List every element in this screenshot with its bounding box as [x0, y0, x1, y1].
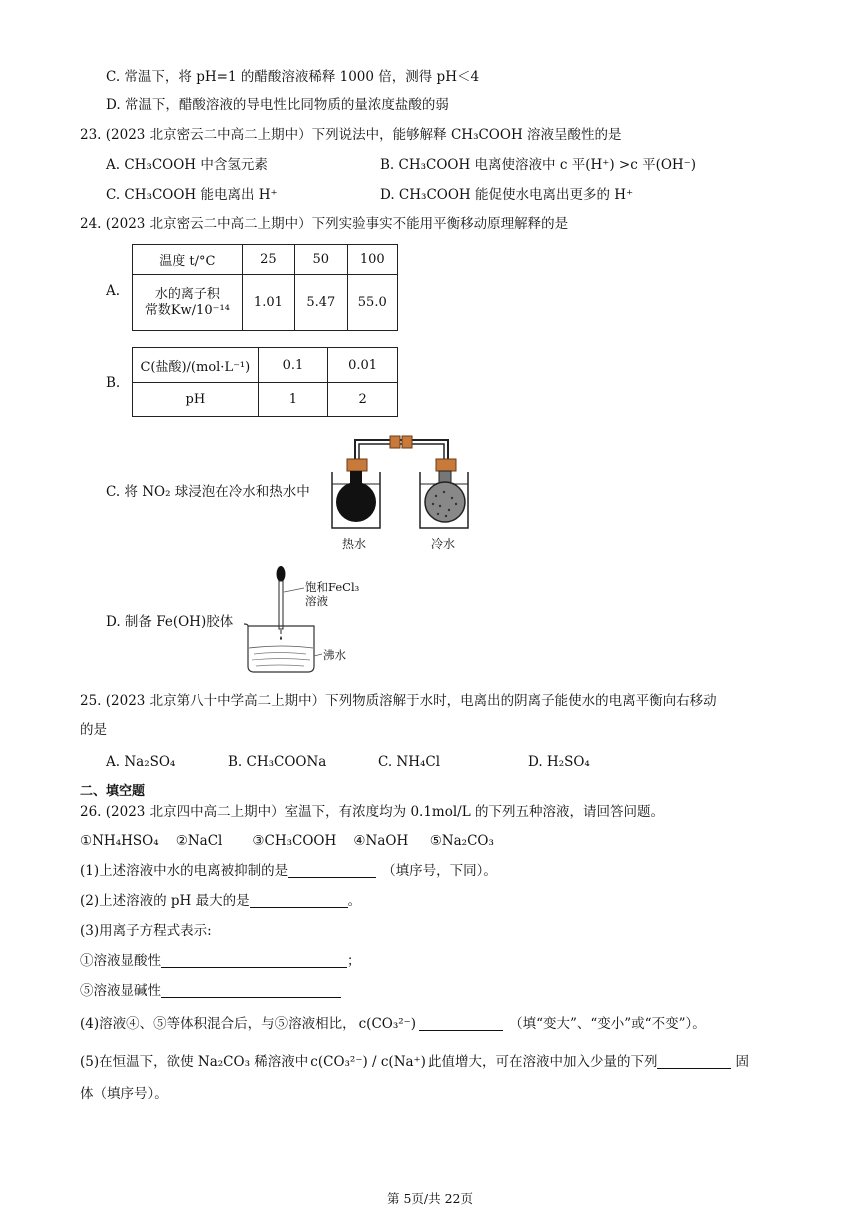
- table-a-header-25: 25: [242, 245, 294, 275]
- table-a-header-50: 50: [295, 245, 347, 275]
- q26-part3a-text: ①溶液显酸性: [80, 953, 161, 969]
- q26-part5: [80, 1053, 749, 1071]
- table-b-header-001: 0.01: [328, 348, 398, 383]
- q26-part5-expr: c(CO₃²⁻) / c(Na⁺): [310, 1054, 426, 1070]
- q26-part1-text: (1)上述溶液中水的电离被抑制的是: [80, 863, 289, 879]
- q26-part5-text: (5)在恒温下，欲使 Na₂CO₃ 稀溶液中: [80, 1054, 309, 1070]
- table-a-cell-100: 55.0: [347, 275, 397, 331]
- q26-part2-text: (2)上述溶液的 pH 最大的是: [80, 893, 250, 909]
- table-b-cell-2: 2: [328, 383, 398, 417]
- page-footer: 第 5页/共 22页: [386, 1191, 474, 1206]
- q26-part4-expr: c(CO₃²⁻): [358, 1016, 417, 1032]
- answer-blank-3a[interactable]: [161, 953, 347, 968]
- q26-part1-tail: （填序号，下同）。: [382, 863, 497, 879]
- answer-blank-1[interactable]: [288, 863, 376, 878]
- table-a-cell-25: 1.01: [242, 275, 294, 331]
- q26-part5-mid: 此值增大，可在溶液中加入少量的下列: [427, 1054, 658, 1070]
- q26-part3b-text: ⑤溶液显碱性: [80, 983, 161, 999]
- table-a-row-label-line1: 水的离子积: [154, 286, 220, 302]
- q25-option-b: B. CH₃COONa: [228, 754, 327, 770]
- q24-option-b-label: B.: [106, 375, 121, 391]
- q25-option-c: C. NH₄Cl: [378, 754, 441, 770]
- section-heading: 二、填空题: [80, 784, 146, 799]
- q25-stem-line1: 25. (2023 北京第八十中学高二上期中）下列物质溶解于水时，电离出的阴离子能使水的电离平衡向右移动: [80, 693, 717, 709]
- q24-table-a: [132, 244, 398, 331]
- q23-option-b: B. CH₃COOH 电离使溶液中 c 平(H⁺) >c 平(OH⁻): [380, 157, 697, 173]
- q26-part5-line2: 体（填序号）。: [80, 1086, 168, 1102]
- q24-stem: 24. (2023 北京密云二中高二上期中）下列实验事实不能用平衡移动原理解释的是: [80, 216, 569, 232]
- q26-solutions: ①NH₄HSO₄ ②NaCl ③CH₃COOH ④NaOH ⑤Na₂CO₃: [80, 833, 494, 849]
- table-a-row-label-line2: 常数Kw/10⁻¹⁴: [144, 302, 230, 318]
- q23-stem: 23. (2023 北京密云二中高二上期中）下列说法中，能够解释 CH₃COOH 溶液呈酸性的是: [80, 127, 622, 143]
- q25-option-d: D. H₂SO₄: [528, 754, 590, 770]
- q24-table-b: [132, 347, 398, 417]
- q23-option-c: C. CH₃COOH 能电离出 H⁺: [106, 187, 278, 203]
- q24-option-c: C. 将 NO₂ 球浸泡在冷水和热水中: [106, 484, 310, 500]
- q26-stem: 26. (2023 北京四中高二上期中）室温下，有浓度均为 0.1mol/L 的下列五种溶液，请回答问题。: [80, 804, 664, 820]
- fig-hot-water-label: 热水: [342, 537, 367, 551]
- fig-reagent-label-2: 溶液: [305, 594, 328, 608]
- q24-option-a-label: A.: [106, 283, 121, 299]
- table-b-header-conc: C(盐酸)/(mol·L⁻¹): [133, 348, 259, 383]
- fig-reagent-label-1: 饱和FeCl₃: [305, 580, 360, 594]
- q23-option-d: D. CH₃COOH 能促使水电离出更多的 H⁺: [380, 187, 634, 203]
- q26-part3: (3)用离子方程式表示:: [80, 923, 212, 939]
- q26-part2-tail: 。: [347, 893, 362, 909]
- table-a-row-label: [133, 275, 243, 331]
- no2-bulbs-figure: [322, 432, 482, 550]
- q23-option-a: A. CH₃COOH 中含氢元素: [106, 157, 268, 173]
- table-a-header-100: 100: [347, 245, 397, 275]
- fig-cold-water-label: 冷水: [431, 537, 456, 551]
- answer-blank-5[interactable]: [657, 1054, 731, 1069]
- fig-boiling-water-label: 沸水: [323, 648, 346, 662]
- q24-option-d: D. 制备 Fe(OH)胶体: [106, 614, 234, 630]
- q26-part2: [80, 892, 361, 910]
- q26-part3b: [80, 982, 341, 1000]
- q26-part4-text: (4)溶液④、⑤等体积混合后，与⑤溶液相比，: [80, 1016, 356, 1032]
- q22-option-c: C. 常温下，将 pH=1 的醋酸溶液稀释 1000 倍，测得 pH＜4: [106, 69, 480, 85]
- q25-stem-line2: 的是: [80, 722, 107, 738]
- q26-part3a-tail: ；: [347, 953, 361, 969]
- q26-part5-tail: 固: [735, 1054, 749, 1070]
- answer-blank-3b[interactable]: [161, 983, 341, 998]
- table-a-header-temp: 温度 t/°C: [133, 245, 243, 275]
- table-b-cell-1: 1: [258, 383, 328, 417]
- q26-part4: [80, 1015, 706, 1033]
- q22-option-d: D. 常温下，醋酸溶液的导电性比同物质的量浓度盐酸的弱: [106, 97, 449, 113]
- answer-blank-2[interactable]: [250, 893, 348, 908]
- table-b-row-label: pH: [133, 383, 259, 417]
- answer-blank-4[interactable]: [419, 1016, 503, 1031]
- table-a-cell-50: 5.47: [295, 275, 347, 331]
- q25-option-a: A. Na₂SO₄: [106, 754, 176, 770]
- q26-part3a: [80, 952, 361, 970]
- q26-part1: [80, 862, 497, 880]
- q26-part4-tail: （填“变大”、“变小”或“不变”）。: [509, 1016, 706, 1032]
- table-b-header-01: 0.1: [258, 348, 328, 383]
